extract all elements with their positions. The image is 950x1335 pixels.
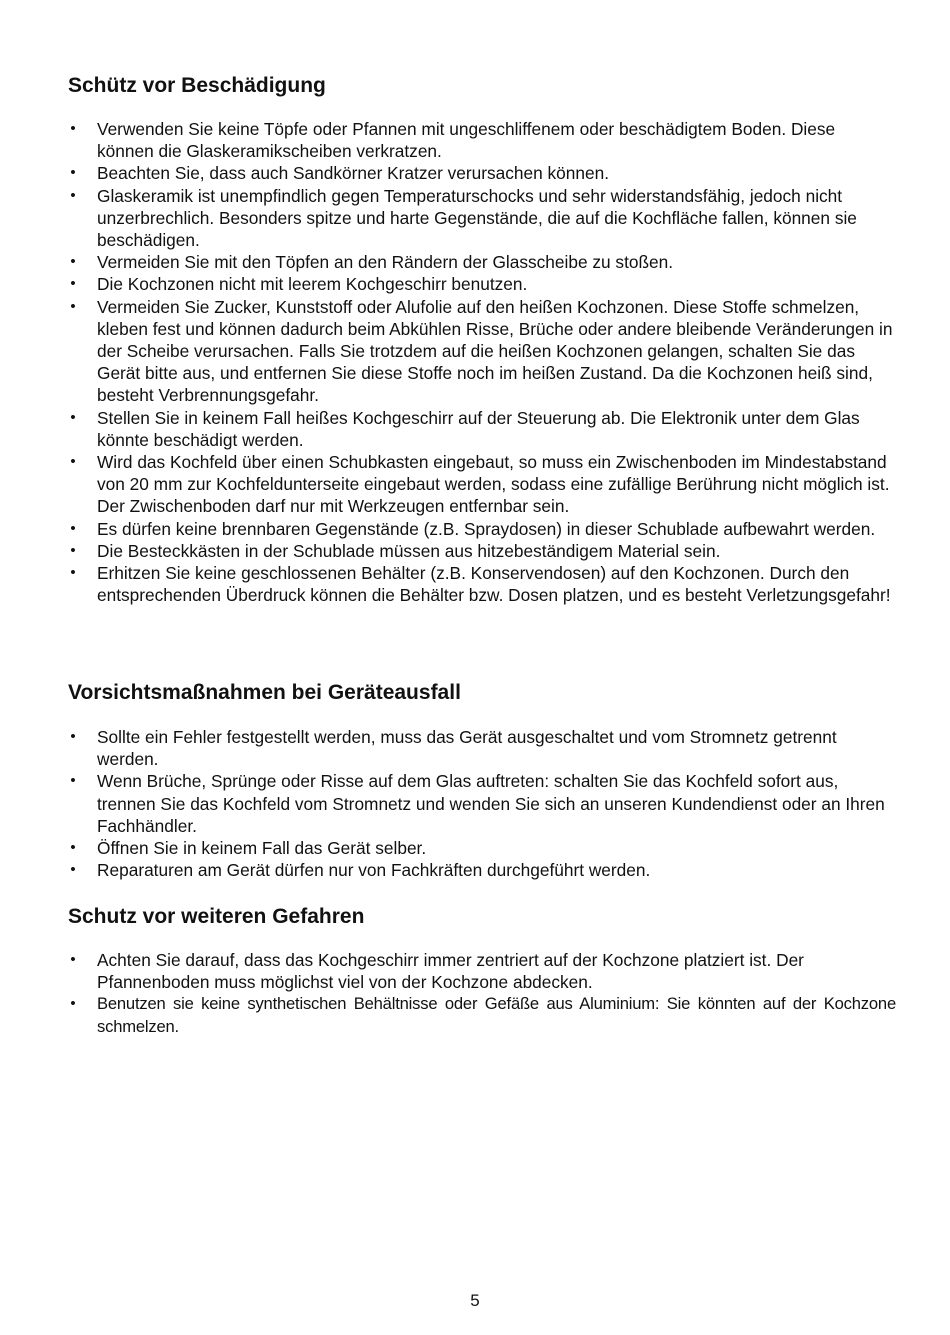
list-item [68,518,896,540]
list-item-text: Benutzen sie keine synthetischen Behältnisse oder Gefäße aus Aluminium: Sie könnten auf der Kochzone schmelzen. [97,994,896,1036]
list-item [68,273,896,295]
bullet-icon: • [70,120,76,137]
bullet-icon: • [70,408,76,426]
list-item-text: Achten Sie darauf, dass das Kochgeschirr immer zentriert auf der Kochzone platziert ist. Der Pfannenboden muss möglichst viel von der Kochzone abdecken. [97,950,804,993]
list-item-text: Glaskeramik ist unempfindlich gegen Temperaturschocks und sehr widerstandsfähig, jedoch nicht unzerbrechlich. Besonders spitze und harte Gegenstände, die auf die Kochfläche fallen, können sie beschädigen. [97,185,857,251]
list-item-text: Vermeiden Sie Zucker, Kunststoff oder Alufolie auf den heißen Kochzonen. Diese Stoffe schmelzen, kleben fest und können dadurch beim Abkühlen Risse, Brüche oder andere bleibende Veränderungen in der Scheibe verursachen. Falls Sie trotzdem auf die heißen Kochzonen gelangen, schalten Sie das Gerät bitte aus, und entfernen Sie diese Stoffe noch im heißen Zustand. Da die Kochzonen heiß sind, besteht Verbrennungsgefahr. [97,296,893,406]
list-item [68,162,896,184]
list-item-text: Wird das Kochfeld über einen Schubkasten eingebaut, so muss ein Zwischenboden im Mindestabstand von 20 mm zur Kochfeldunterseite eingebaut werden, sodass eine zufällige Berührung nicht möglich ist. Der Zwischenboden darf nur mit Werkzeugen entfernbar sein. [97,452,890,517]
section-heading-further-hazards: Schutz vor weiteren Gefahren [68,905,365,928]
list-item [68,837,896,859]
bullet-icon: • [70,453,76,471]
bullet-icon: • [70,186,76,204]
list-item-text: Öffnen Sie in keinem Fall das Gerät selber. [97,838,427,859]
list-item [68,993,896,1037]
list-item [68,451,896,518]
bullet-icon: • [70,297,76,315]
list-item [68,726,896,770]
list-item [68,296,896,407]
list-item [68,118,896,162]
bullet-icon: • [70,951,76,968]
failure-precautions-list [68,726,896,881]
list-item-text: Erhitzen Sie keine geschlossenen Behälter (z.B. Konservendosen) auf den Kochzonen. Durch den entsprechenden Überdruck können die Behälter bzw. Dosen platzen, und es besteht Verletzungsgefahr! [97,563,891,606]
bullet-icon: • [70,861,76,879]
damage-protection-list [68,118,896,606]
bullet-icon: • [70,772,76,790]
list-item-text: Sollte ein Fehler festgestellt werden, muss das Gerät ausgeschaltet und vom Stromnetz getrennt werden. [97,727,837,770]
list-item [68,251,896,273]
list-item-text: Stellen Sie in keinem Fall heißes Kochgeschirr auf der Steuerung ab. Die Elektronik unter dem Glas könnte beschädigt werden. [97,407,860,450]
list-item [68,540,896,562]
bullet-icon: • [70,995,76,1013]
list-item [68,407,896,451]
bullet-icon: • [70,541,76,559]
further-hazards-list [68,949,896,1038]
list-item [68,185,896,252]
list-item-text: Verwenden Sie keine Töpfe oder Pfannen mit ungeschliffenem oder beschädigtem Boden. Diese können die Glaskeramikscheiben verkratzen. [97,119,836,162]
bullet-icon: • [70,253,76,271]
section-heading-failure-precautions: Vorsichtsmaßnahmen bei Geräteausfall [68,681,461,704]
bullet-icon: • [70,839,76,857]
list-item-text: Die Kochzonen nicht mit leerem Kochgeschirr benutzen. [97,274,528,295]
bullet-icon: • [70,564,76,582]
bullet-icon: • [70,164,76,182]
list-item-text: Die Besteckkästen in der Schublade müssen aus hitzebeständigem Material sein. [97,540,721,561]
list-item-text: Es dürfen keine brennbaren Gegenstände (z.B. Spraydosen) in dieser Schublade aufbewahrt werden. [97,518,876,539]
section-heading-damage-protection: Schütz vor Beschädigung [68,74,326,97]
list-item-text: Wenn Brüche, Sprünge oder Risse auf dem Glas auftreten: schalten Sie das Kochfeld sofort aus, trennen Sie das Kochfeld vom Stromnetz und wenden Sie sich an unseren Kundendienst oder an Ihren Fachhändler. [97,771,885,836]
page-number: 5 [470,1291,480,1310]
bullet-icon: • [70,519,76,537]
list-item [68,859,896,881]
bullet-icon: • [70,275,76,293]
list-item-text: Vermeiden Sie mit den Töpfen an den Rändern der Glasscheibe zu stoßen. [97,252,674,273]
list-item [68,562,896,606]
list-item [68,770,896,837]
list-item-text: Reparaturen am Gerät dürfen nur von Fachkräften durchgeführt werden. [97,860,651,881]
list-item [68,949,896,993]
bullet-icon: • [70,728,76,745]
list-item-text: Beachten Sie, dass auch Sandkörner Kratzer verursachen können. [97,163,610,184]
